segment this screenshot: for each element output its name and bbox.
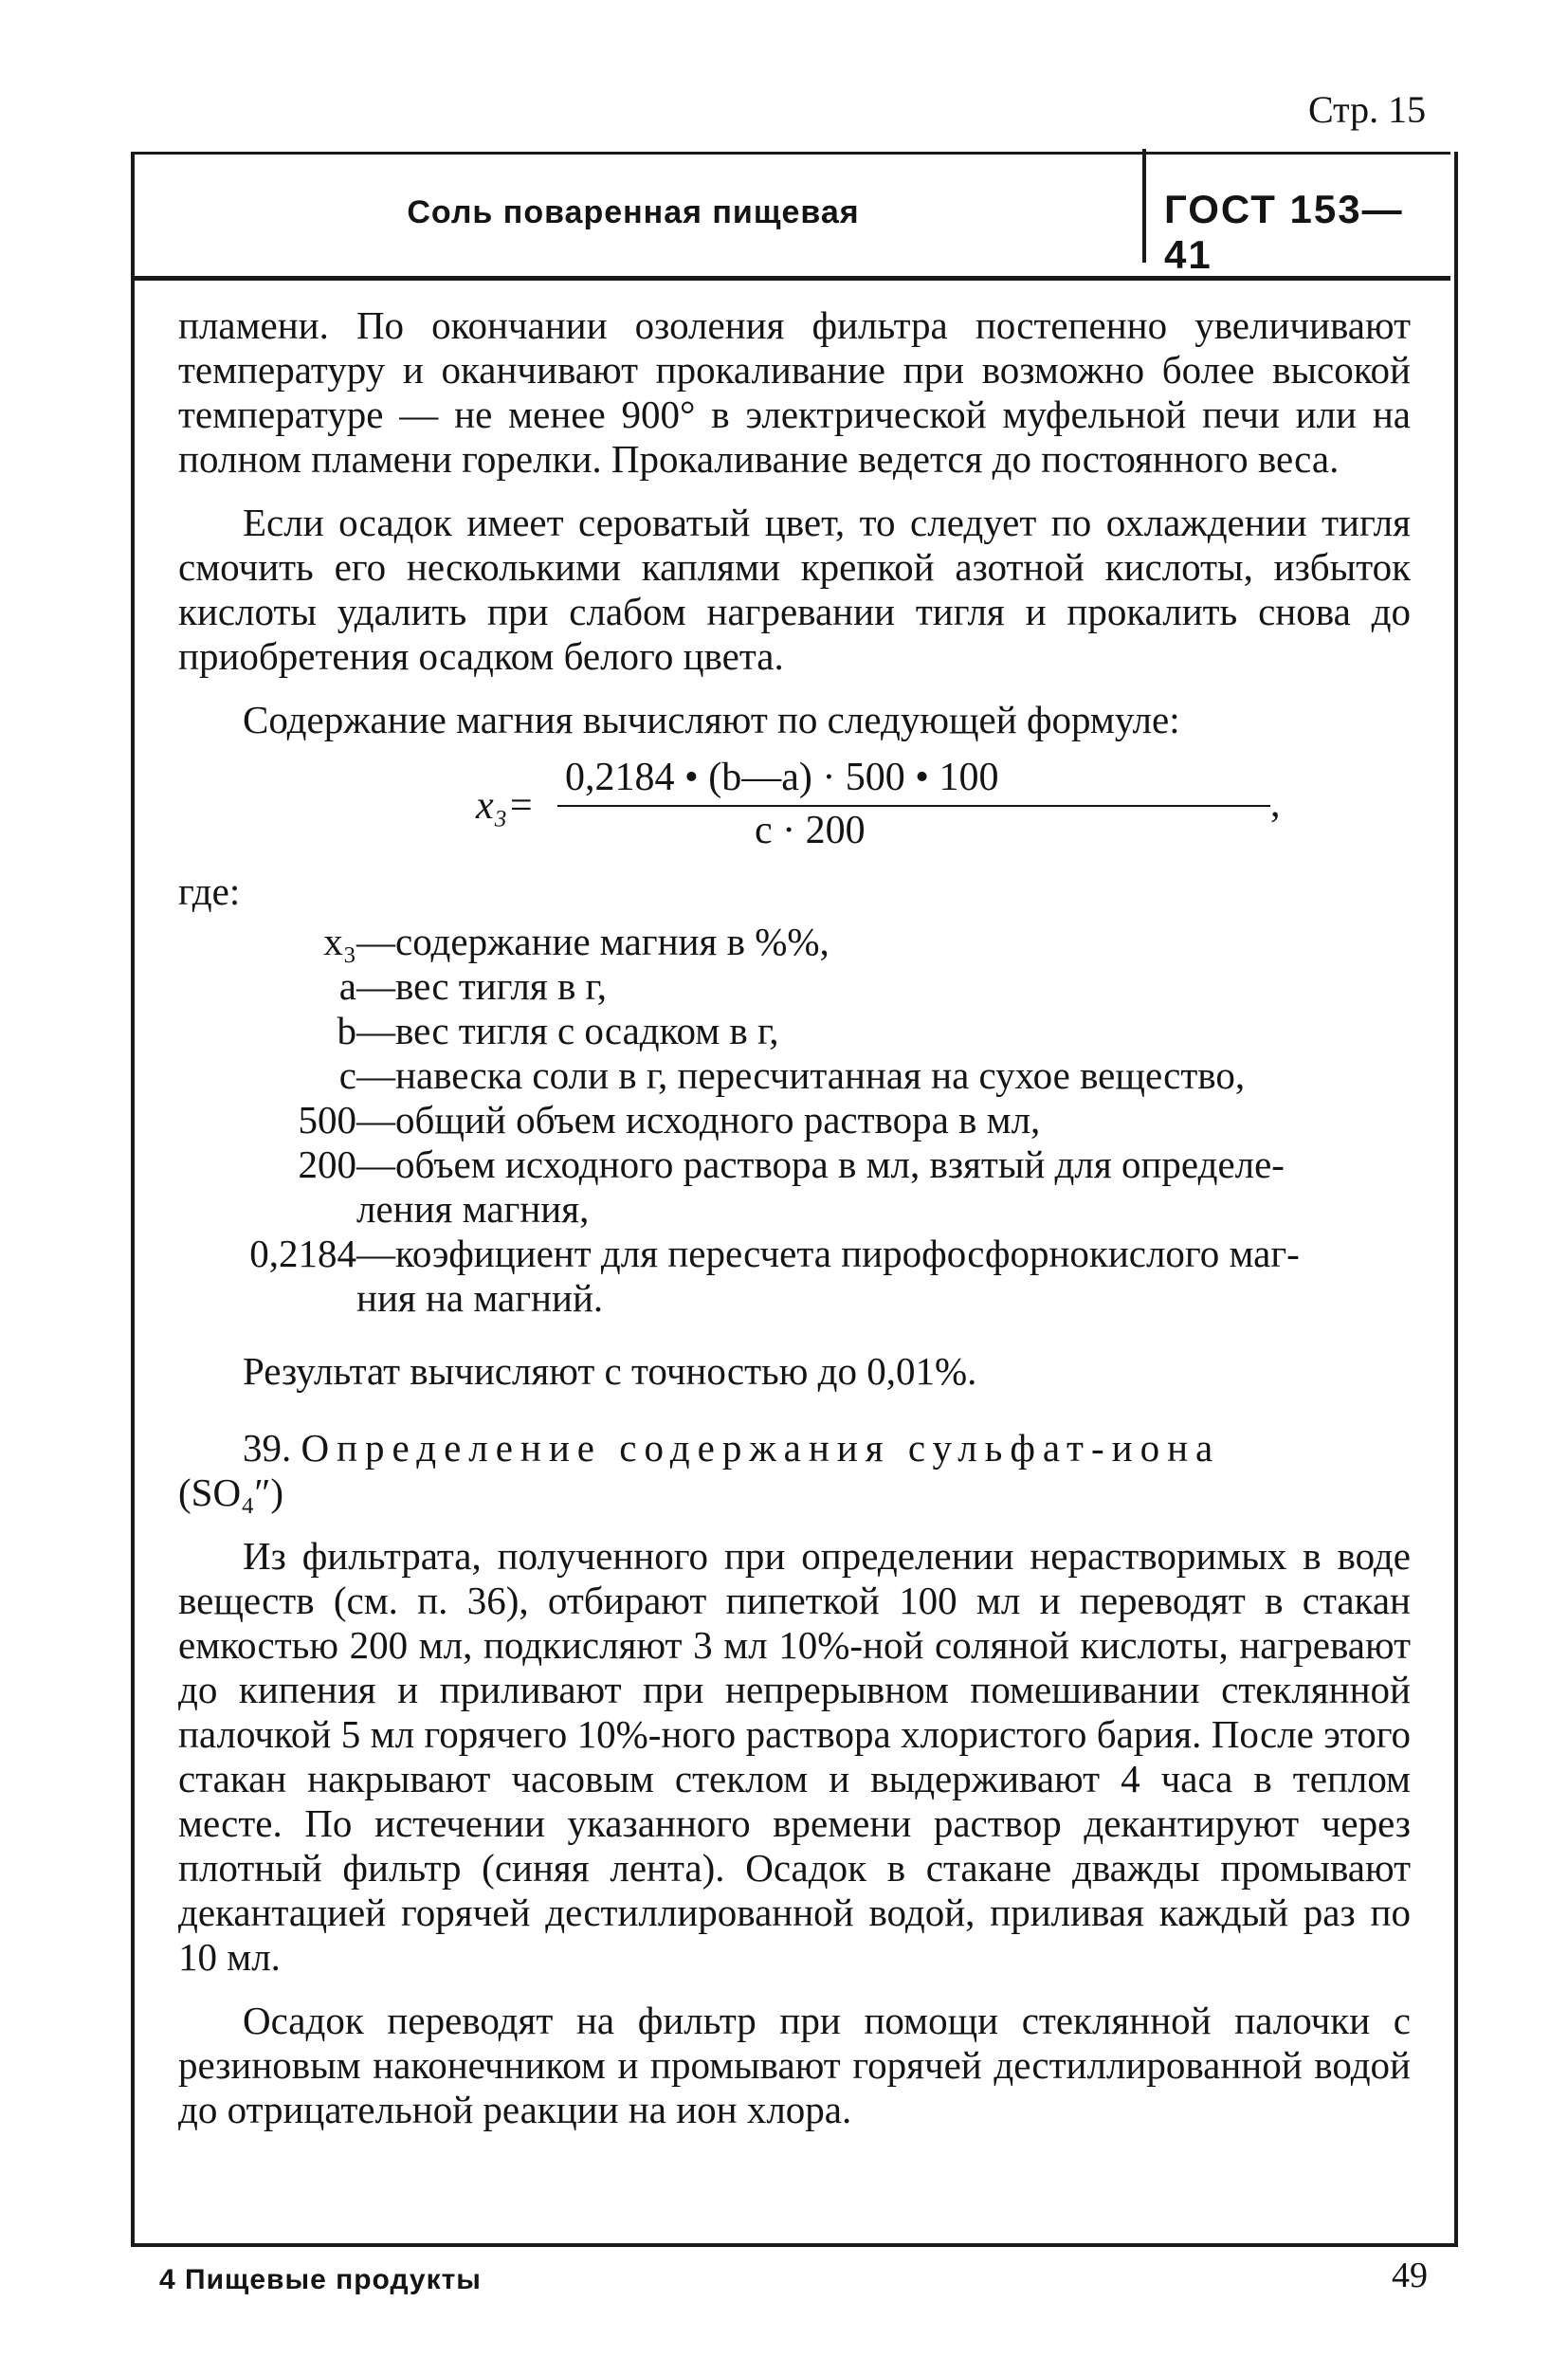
definition-row — [178, 1276, 1411, 1321]
definition-row — [178, 1187, 1411, 1232]
formula-denominator: c · 200 — [755, 809, 866, 852]
header-divider — [1142, 149, 1146, 263]
definition-row — [178, 1142, 1411, 1187]
definition-symbol: 500 — [298, 1098, 356, 1142]
formula-comma: , — [1270, 782, 1281, 826]
definition-symbol: c — [338, 1053, 356, 1097]
definition-text: —общий объем исходного раствора в мл, — [356, 1098, 1041, 1142]
footer-signature: 4 Пищевые продукты — [159, 2264, 482, 2295]
paragraph-grey-residue: Если осадок имеет сероватый цвет, то следует по охлаждении тигля смочить его несколькими каплями крепкой азотной кислоты, избыток кислоты удалить при слабом нагревании тигля и прокалить снова до приобретения осадком белого цвета. — [178, 501, 1411, 678]
definition-symbol: b — [337, 1009, 356, 1052]
magnesium-formula — [178, 756, 1411, 862]
result-precision: Результат вычисляют с точностью до 0,01%. — [243, 1349, 977, 1393]
definition-text: ния на магний. — [356, 1276, 604, 1320]
definition-symbol: 200 — [298, 1142, 356, 1186]
definition-row — [178, 1053, 1411, 1098]
section-heading — [178, 1426, 1411, 1471]
paragraph-sulfate-procedure: Из фильтрата, полученного при определении нерастворимых в воде веществ (см. п. 36), отбирают пипеткой 100 мл и переводят в стакан емкостью 200 мл, подкисляют 3 мл 10%-ной соляной кислоты, нагревают до кипения и приливают при непрерывном помешивании стеклянной палочкой 5 мл горячего 10%-ного раствора хлористого бария. После этого стакан накрывают часовым стеклом и выдерживают 4 часа в теплом месте. По истечении указанного времени раствор декантируют через плотный фильтр (синяя лента). Осадок в стакане дважды промывают декантацией горячей дестиллированной водой, приливая каждый раз по 10 мл. — [178, 1534, 1411, 1979]
paragraph-washing: Осадок переводят на фильтр при помощи стеклянной палочки с резиновым наконечником и промывают горячей дестиллированной водой до отрицательной реакции на ион хлора. — [178, 1999, 1411, 2131]
section-number: 39. — [243, 1426, 292, 1470]
definition-row — [178, 1232, 1411, 1276]
definition-text: —навеска соли в г, пересчитанная на сухое вещество, — [356, 1053, 1246, 1097]
section-title: Определение содержания сульфат-иона — [301, 1426, 1221, 1470]
fraction-bar — [557, 805, 1270, 807]
document-title: Соль поваренная пищевая — [407, 194, 860, 230]
definition-text: —вес тигля с осадком в г, — [356, 1009, 779, 1052]
definition-text: —объем исходного раствора в мл, взятый для определе- — [356, 1142, 1285, 1186]
definition-row — [178, 964, 1411, 1009]
formula-numerator: 0,2184 • (b—a) · 500 • 100 — [565, 756, 999, 799]
right-border-rule — [1454, 152, 1458, 2247]
definition-row — [178, 1098, 1411, 1142]
definition-symbol: 0,2184 — [249, 1232, 356, 1275]
definition-symbol: a — [338, 964, 356, 1008]
definition-text: —вес тигля в г, — [356, 964, 607, 1008]
paragraph-ignition: пламени. По окончании озоления фильтра постепенно увеличивают температуру и оканчивают прокаливание при возможно более высокой температуре — не менее 900° в электрической муфельной печи или на полном пламени горелки. Прокаливание ведется до постоянного веса. — [178, 303, 1411, 481]
definition-symbol: x₃ — [323, 920, 356, 963]
page-label: Стр. 15 — [1308, 88, 1427, 131]
section-formula: (SO₄″) — [178, 1471, 284, 1514]
definitions-list — [178, 920, 1411, 1321]
definition-row — [178, 1009, 1411, 1053]
footer-page-number: 49 — [1392, 2256, 1428, 2295]
formula-lhs: x₃= — [476, 784, 535, 828]
standard-code: ГОСТ 153—41 — [1164, 187, 1404, 277]
bottom-border-rule — [131, 2243, 1458, 2247]
left-border-rule — [131, 152, 135, 2247]
definition-row — [178, 920, 1411, 964]
definition-text: —содержание магния в %%, — [356, 920, 830, 963]
document-header — [131, 152, 1450, 281]
paragraph-formula-intro: Содержание магния вычисляют по следующей формуле: — [243, 698, 1180, 741]
page-body — [178, 303, 1411, 2132]
definition-text: ления магния, — [356, 1187, 590, 1231]
where-label: где: — [178, 869, 241, 913]
definition-text: —коэфициент для пересчета пирофосфорнокислого маг- — [356, 1232, 1300, 1275]
